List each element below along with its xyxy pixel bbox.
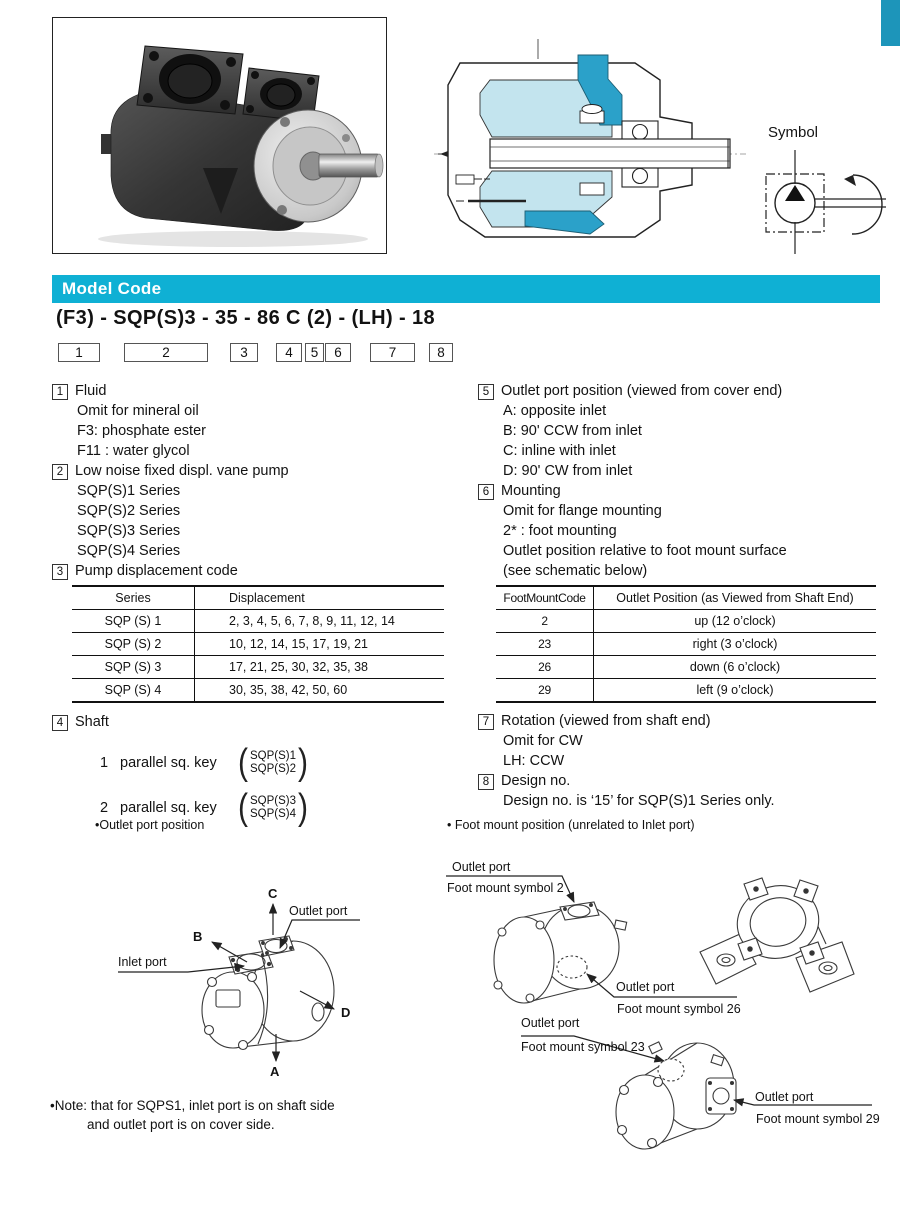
- item-mounting: [478, 481, 882, 581]
- outlet-port-label: Outlet port: [521, 1016, 580, 1030]
- table-row: SQP (S) 4 30, 35, 38, 42, 50, 60: [72, 679, 444, 703]
- item-shaft: [52, 712, 467, 732]
- item-line: F3: phosphate ester: [77, 423, 206, 439]
- item-line: Outlet position relative to foot mount surface: [503, 543, 787, 559]
- item-line: SQP(S)1 Series: [77, 483, 181, 499]
- shaft-option-1: [100, 741, 467, 783]
- item-title: Shaft: [75, 714, 109, 730]
- table-row: 29 left (9 o’clock): [496, 679, 876, 703]
- item-title: Design no.: [501, 773, 571, 789]
- item-marker: 1: [52, 384, 68, 400]
- series-group: SQP(S)3 SQP(S)4: [250, 794, 297, 820]
- item-title: Rotation (viewed from shaft end): [501, 713, 711, 729]
- displacement-table: [72, 585, 444, 703]
- item-marker: 6: [478, 484, 494, 500]
- code-box-6: 6: [325, 343, 351, 362]
- item-line: F11 : water glycol: [77, 443, 190, 459]
- item-marker: 2: [52, 464, 68, 480]
- table-row: 26 down (6 o’clock): [496, 656, 876, 679]
- brace-close: ): [298, 786, 309, 828]
- item-fluid: [52, 381, 467, 461]
- col-header: Outlet Position (as Viewed from Shaft End): [594, 586, 877, 610]
- item-line: Omit for mineral oil: [77, 403, 199, 419]
- col-header: Displacement: [195, 586, 445, 610]
- right-column: [478, 381, 882, 811]
- item-line: 2* : foot mounting: [503, 523, 617, 539]
- code-box-7: 7: [370, 343, 415, 362]
- series-group: SQP(S)1 SQP(S)2: [250, 749, 297, 775]
- code-box-4: 4: [276, 343, 302, 362]
- hydraulic-symbol: [752, 146, 892, 258]
- table-row: 23 right (3 o’clock): [496, 633, 876, 656]
- foot-mount-symbol-2-label: Foot mount symbol 2: [447, 881, 564, 895]
- outlet-port-label: Outlet port: [289, 904, 348, 918]
- pump-photo-art: [53, 18, 384, 251]
- item-line: LH: CCW: [503, 753, 565, 769]
- section-header: [52, 275, 880, 303]
- foot-mount-pump-2-26-drawing: [494, 902, 627, 1003]
- item-title: Fluid: [75, 383, 107, 399]
- item-rotation: [478, 711, 882, 771]
- item-title: Low noise fixed displ. vane pump: [75, 463, 289, 479]
- item-title: Mounting: [501, 483, 561, 499]
- item-line: (see schematic below): [503, 563, 648, 579]
- model-code-string: (F3) - SQP(S)3 - 35 - 86 C (2) - (LH) - 18: [56, 307, 436, 329]
- item-line: Omit for flange mounting: [503, 503, 662, 519]
- shaft-label: parallel sq. key: [120, 800, 217, 816]
- direction-d-label: D: [341, 1005, 351, 1020]
- item-line: A: opposite inlet: [503, 403, 607, 419]
- item-line: SQP(S)4 Series: [77, 543, 181, 559]
- note-line-1: •Note: that for SQPS1, inlet port is on shaft side: [50, 1098, 335, 1113]
- code-box-2: 2: [124, 343, 208, 362]
- foot-mount-position-title: • Foot mount position (unrelated to Inlet port): [447, 818, 695, 832]
- cross-section-drawing: [430, 25, 750, 255]
- shaft-code: 2: [100, 800, 109, 816]
- table-row: 2 up (12 o’clock): [496, 610, 876, 633]
- bottom-diagrams: [0, 838, 900, 1231]
- item-outlet-position: [478, 381, 882, 481]
- item-title: Outlet port position (viewed from cover end): [501, 383, 783, 399]
- brace-open: (: [238, 741, 248, 783]
- item-displacement: [52, 561, 467, 581]
- outlet-port-position-title: •Outlet port position: [95, 818, 205, 832]
- item-line: D: 90' CW from inlet: [503, 463, 633, 479]
- item-marker: 3: [52, 564, 68, 580]
- outlet-port-label: Outlet port: [755, 1090, 814, 1104]
- item-line: Design no. is ‘15’ for SQP(S)1 Series only.: [503, 793, 775, 809]
- item-marker: 4: [52, 715, 68, 731]
- item-line: Omit for CW: [503, 733, 583, 749]
- sqps1-note: [50, 1096, 335, 1134]
- item-title: Pump displacement code: [75, 563, 238, 579]
- item-design-no: [478, 771, 882, 811]
- shaft-code: 1: [100, 755, 109, 771]
- foot-mount-table: [496, 585, 876, 703]
- shaft-label: parallel sq. key: [120, 755, 217, 771]
- foot-mount-symbol-26-label: Foot mount symbol 26: [617, 1002, 741, 1016]
- direction-c-label: C: [268, 886, 278, 901]
- code-box-8: 8: [429, 343, 453, 362]
- outlet-port-label: Outlet port: [452, 860, 511, 874]
- inlet-port-label: Inlet port: [118, 955, 167, 969]
- code-box-1: 1: [58, 343, 100, 362]
- item-marker: 8: [478, 774, 494, 790]
- item-line: B: 90' CCW from inlet: [503, 423, 642, 439]
- table-row: SQP (S) 2 10, 12, 14, 15, 17, 19, 21: [72, 633, 444, 656]
- item-line: SQP(S)3 Series: [77, 523, 181, 539]
- foot-mount-pump-23-29-drawing: [616, 1042, 736, 1149]
- brace-close: ): [298, 741, 309, 783]
- brace-open: (: [238, 786, 248, 828]
- table-row: SQP (S) 1 2, 3, 4, 5, 6, 7, 8, 9, 11, 12, 14: [72, 610, 444, 633]
- item-line: C: inline with inlet: [503, 443, 616, 459]
- foot-mount-symbol-23-label: Foot mount symbol 23: [521, 1040, 645, 1054]
- item-marker: 5: [478, 384, 494, 400]
- direction-pump-drawing: [202, 936, 334, 1050]
- page-corner-tab: [881, 0, 900, 46]
- section-title: Model Code: [62, 279, 162, 298]
- shaft-options: [100, 741, 467, 828]
- foot-bracket-drawing: [700, 877, 854, 992]
- left-column: [52, 381, 467, 834]
- table-row: SQP (S) 3 17, 21, 25, 30, 32, 35, 38: [72, 656, 444, 679]
- direction-b-label: B: [193, 929, 203, 944]
- outlet-port-label: Outlet port: [616, 980, 675, 994]
- col-header: FootMountCode: [496, 586, 594, 610]
- pump-photo: [52, 17, 387, 254]
- note-line-2: and outlet port is on cover side.: [87, 1117, 275, 1132]
- code-box-3: 3: [230, 343, 258, 362]
- col-header: Series: [72, 586, 195, 610]
- direction-a-label: A: [270, 1064, 280, 1079]
- code-box-5: 5: [305, 343, 324, 362]
- item-series: [52, 461, 467, 561]
- item-line: SQP(S)2 Series: [77, 503, 181, 519]
- foot-mount-symbol-29-label: Foot mount symbol 29: [756, 1112, 880, 1126]
- item-marker: 7: [478, 714, 494, 730]
- symbol-label: Symbol: [768, 124, 819, 141]
